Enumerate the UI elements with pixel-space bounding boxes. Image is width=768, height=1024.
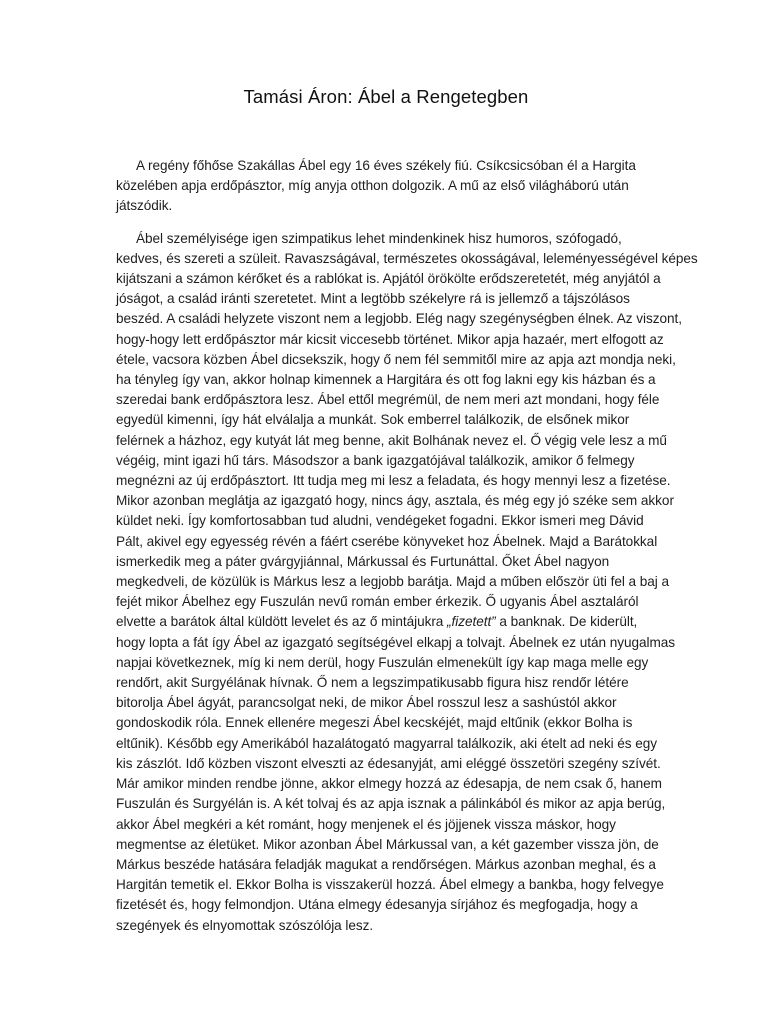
paragraph-line: akkor Ábel megkéri a két románt, hogy menjenek el és jöjjenek vissza máskor, hogy — [116, 816, 616, 832]
paragraph-line: eltűnik). Később egy Amerikából hazalátogató magyarral találkozik, aki ételt ad neki és egy — [116, 735, 658, 751]
paragraph-line: hogy-hogy lett erdőpásztor már kicsit viccesebb történet. Mikor apja hazaér, mert elfogott az — [116, 331, 664, 347]
paragraph-line: Pált, akivel egy egyesség révén a fáért cserébe könyveket hoz Ábelnek. Majd a Barátokkal — [116, 533, 658, 549]
paragraph-line: megmentse az életüket. Mikor azonban Ábel Márkussal van, a két gazember vissza jön, de — [116, 836, 659, 852]
paragraph-line: A regény főhőse Szakállas Ábel egy 16 éves székely fiú. Csíkcsicsóban él a Hargita — [136, 158, 636, 173]
paragraph-line: Mikor azonban meglátja az igazgató hogy, nincs ágy, asztala, és még egy jó széke sem akkor — [116, 493, 674, 509]
paragraph-line: rendőrt, akit Surgyélának hívnak. Ő nem a legszimpatikusabb figura hisz rendőr létére — [116, 675, 629, 691]
paragraph-line: Már amikor minden rendbe jönne, akkor elmegy hozzá az édesapja, de nem csak ő, hanem — [116, 776, 662, 792]
paragraph-line: kedves, és szereti a szüleit. Ravaszságával, természetes okosságával, leleményességével képes — [116, 250, 698, 266]
paragraph-line: Márkus beszéde hatására feladják magukat a rendőrségen. Márkus azonban meghal, és a — [116, 856, 656, 872]
paragraph-line: fizetését és, hogy felmondjon. Utána elmegy édesanyja sírjához és megfogadja, hogy a — [116, 897, 638, 913]
paragraph-line: Hargitán temetik el. Ekkor Bolha is visszakerül hozzá. Ábel elmegy a bankba, hogy felvegye — [116, 877, 664, 893]
paragraph-line: végéig, mint igazi hű társ. Másodszor a bank igazgatójával találkozik, amikor ő felmegy — [116, 452, 635, 468]
paragraph-line: jóságot, a család iránti szeretetet. Mint a legtöbb székelyre rá is jellemző a tájszólásos — [116, 291, 630, 307]
paragraph-line: felérnek a házhoz, egy kutyát lát meg benne, akit Bolhának nevez el. Ő végig vele lesz a mű — [116, 432, 667, 448]
paragraph-line: megkedveli, de közülük is Márkus lesz a legjobb barátja. Majd a műben először üti fel a baj a — [116, 574, 669, 590]
paragraph-line: étele, vacsora közben Ábel dicsekszik, hogy ő nem fél semmitől mire az apja azt mondja neki, — [116, 351, 676, 367]
paragraph-line: szegények és elnyomottak szószólója lesz. — [116, 917, 374, 933]
paragraph-line — [116, 612, 656, 632]
paragraph-line: játszódik. — [116, 198, 173, 214]
document-title: Tamási Áron: Ábel a Rengetegben — [243, 86, 529, 107]
paragraph-line: Fuszulán és Surgyélán is. A két tolvaj és az apja isznak a pálinkából és mikor az apja berúg, — [116, 796, 666, 812]
paragraph-line: beszéd. A családi helyzete viszont nem a legjobb. Elég nagy szegénységben élnek. Az viszont, — [116, 311, 682, 327]
paragraph-intro — [116, 156, 656, 217]
paragraph-line: Ábel személyisége igen szimpatikus lehet mindenkinek hisz humoros, szófogadó, — [136, 230, 622, 246]
paragraph-line: szeredai bank erdőpásztora lesz. Ábel ettől megrémül, de nem meri azt mondani, hogy féle — [116, 392, 660, 408]
document-page — [116, 86, 698, 948]
paragraph-line: fejét mikor Ábelhez egy Fuszulán nevű román ember érkezik. Ő ugyanis Ábel asztaláról — [116, 594, 639, 610]
paragraph-line: hogy lopta a fát így Ábel az igazgató segítségével elkapj a tolvajt. Ábelnek ez után nyugalmas — [116, 634, 676, 650]
paragraph-line: közelében apja erdőpásztor, míg anyja otthon dolgozik. A mű az első világháború után — [116, 178, 629, 194]
paragraph-line: küldet neki. Így komfortosabban tud aludni, vendégeket fogadni. Ekkor ismeri meg Dávid — [116, 513, 644, 529]
paragraph-line: kis zászlót. Idő közben viszont elveszti az édesanyját, ami eléggé összetöri szegény szívét. — [116, 755, 661, 771]
paragraph-character-summary — [116, 229, 698, 936]
paragraph-line: ismerkedik meg a páter gvárgyjiánnal, Márkussal és Furtunáttal. Őket Ábel nagyon — [116, 553, 610, 569]
line-segment: a banknak. De kiderült, — [495, 614, 638, 630]
paragraph-line: ha tényleg így van, akkor holnap kimennek a Hargitára és ott fog lakni egy kis házban és a — [116, 372, 656, 388]
paragraph-line: kijátszani a számon kérőket és a rablókat is. Apjától örökölte erődszeretetét, még anyjától a — [116, 271, 661, 287]
italic-word: „fizetett” — [447, 614, 496, 630]
paragraph-line: gondoskodik róla. Ennek ellenére megeszi Ábel kecskéjét, majd eltűnik (ekkor Bolha is — [116, 715, 633, 731]
line-segment: elvette a barátok által küldött levelet és az ő mintájukra — [116, 614, 448, 630]
paragraph-line: egyedül kimenni, így hát elválalja a munkát. Sok emberrel találkozik, de elsőnek mikor — [116, 412, 630, 428]
paragraph-line: bitorolja Ábel ágyát, parancsolgat neki, de mikor Ábel rosszul lesz a sashústól akkor — [116, 695, 617, 711]
paragraph-line: napjai következnek, míg ki nem derül, hogy Fuszulán elmenekült így kap maga melle egy — [116, 654, 649, 670]
paragraph-line: megnézni az új erdőpásztort. Itt tudja meg mi lesz a feladata, és hogy mennyi lesz a fizetése. — [116, 473, 671, 489]
